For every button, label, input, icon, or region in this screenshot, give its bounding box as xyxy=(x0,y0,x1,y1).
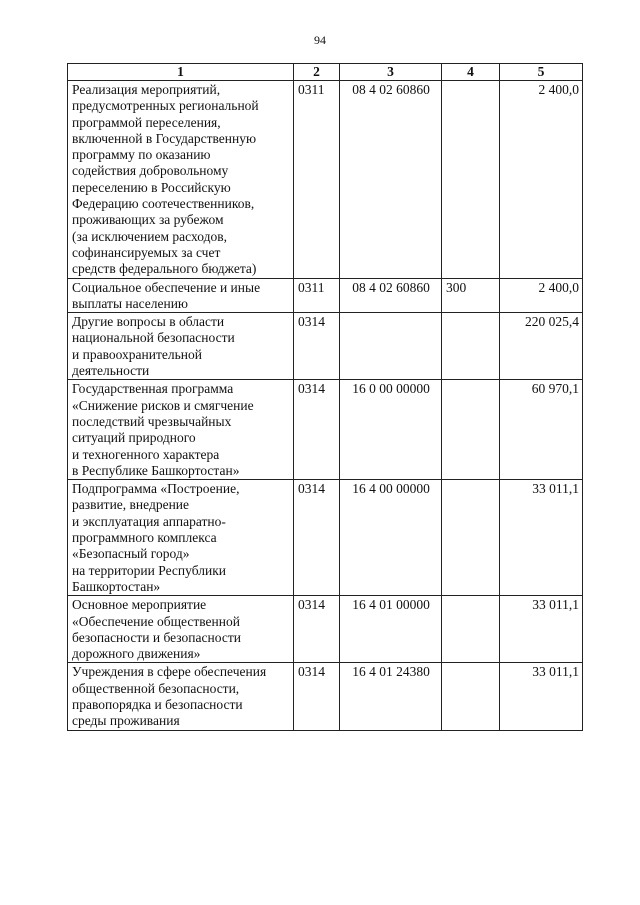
row-section-code: 0311 xyxy=(294,278,340,313)
row-target-article: 16 4 01 24380 xyxy=(340,663,442,730)
row-amount: 60 970,1 xyxy=(500,380,583,480)
row-expense-type xyxy=(442,380,500,480)
row-amount: 2 400,0 xyxy=(500,278,583,313)
budget-table xyxy=(67,63,583,731)
header-col-3: 3 xyxy=(340,64,442,81)
row-name: Подпрограмма «Построение, развитие, внедрение и эксплуатация аппаратно- программного комплекса «Безопасный город» на территории Республики Башкортостан» xyxy=(68,480,294,596)
row-name: Учреждения в сфере обеспечения общественной безопасности, правопорядка и безопасности среды проживания xyxy=(68,663,294,730)
row-name: Другие вопросы в области национальной безопасности и правоохранительной деятельности xyxy=(68,313,294,380)
row-target-article: 16 0 00 00000 xyxy=(340,380,442,480)
row-section-code: 0311 xyxy=(294,81,340,279)
row-expense-type xyxy=(442,313,500,380)
row-expense-type xyxy=(442,480,500,596)
row-expense-type: 300 xyxy=(442,278,500,313)
page-number: 94 xyxy=(314,33,326,47)
header-row xyxy=(68,64,583,81)
table-row xyxy=(68,81,583,279)
row-target-article: 16 4 01 00000 xyxy=(340,596,442,663)
table-row xyxy=(68,278,583,313)
row-amount: 2 400,0 xyxy=(500,81,583,279)
row-amount: 220 025,4 xyxy=(500,313,583,380)
row-section-code: 0314 xyxy=(294,313,340,380)
row-target-article xyxy=(340,313,442,380)
table-row xyxy=(68,380,583,480)
row-target-article: 16 4 00 00000 xyxy=(340,480,442,596)
header-col-2: 2 xyxy=(294,64,340,81)
row-name: Социальное обеспечение и иные выплаты населению xyxy=(68,278,294,313)
row-name: Основное мероприятие «Обеспечение общественной безопасности и безопасности дорожного движения» xyxy=(68,596,294,663)
header-col-4: 4 xyxy=(442,64,500,81)
table-row xyxy=(68,663,583,730)
row-section-code: 0314 xyxy=(294,663,340,730)
table-row xyxy=(68,313,583,380)
row-section-code: 0314 xyxy=(294,480,340,596)
table-row xyxy=(68,480,583,596)
row-name: Реализация мероприятий, предусмотренных региональной программой переселения, включенной в Государственную программу по оказанию содействия добровольному переселению в Российскую Федерацию соотечественников, проживающих за рубежом (за исключением расходов, софинансируемых за счет средств федерального бюджета) xyxy=(68,81,294,279)
row-expense-type xyxy=(442,81,500,279)
row-expense-type xyxy=(442,663,500,730)
header-col-5: 5 xyxy=(500,64,583,81)
row-expense-type xyxy=(442,596,500,663)
header-col-1: 1 xyxy=(68,64,294,81)
row-amount: 33 011,1 xyxy=(500,480,583,596)
row-section-code: 0314 xyxy=(294,380,340,480)
row-target-article: 08 4 02 60860 xyxy=(340,81,442,279)
table-row xyxy=(68,596,583,663)
row-name: Государственная программа «Снижение рисков и смягчение последствий чрезвычайных ситуаций природного и техногенного характера в Республике Башкортостан» xyxy=(68,380,294,480)
row-section-code: 0314 xyxy=(294,596,340,663)
row-amount: 33 011,1 xyxy=(500,596,583,663)
row-amount: 33 011,1 xyxy=(500,663,583,730)
row-target-article: 08 4 02 60860 xyxy=(340,278,442,313)
